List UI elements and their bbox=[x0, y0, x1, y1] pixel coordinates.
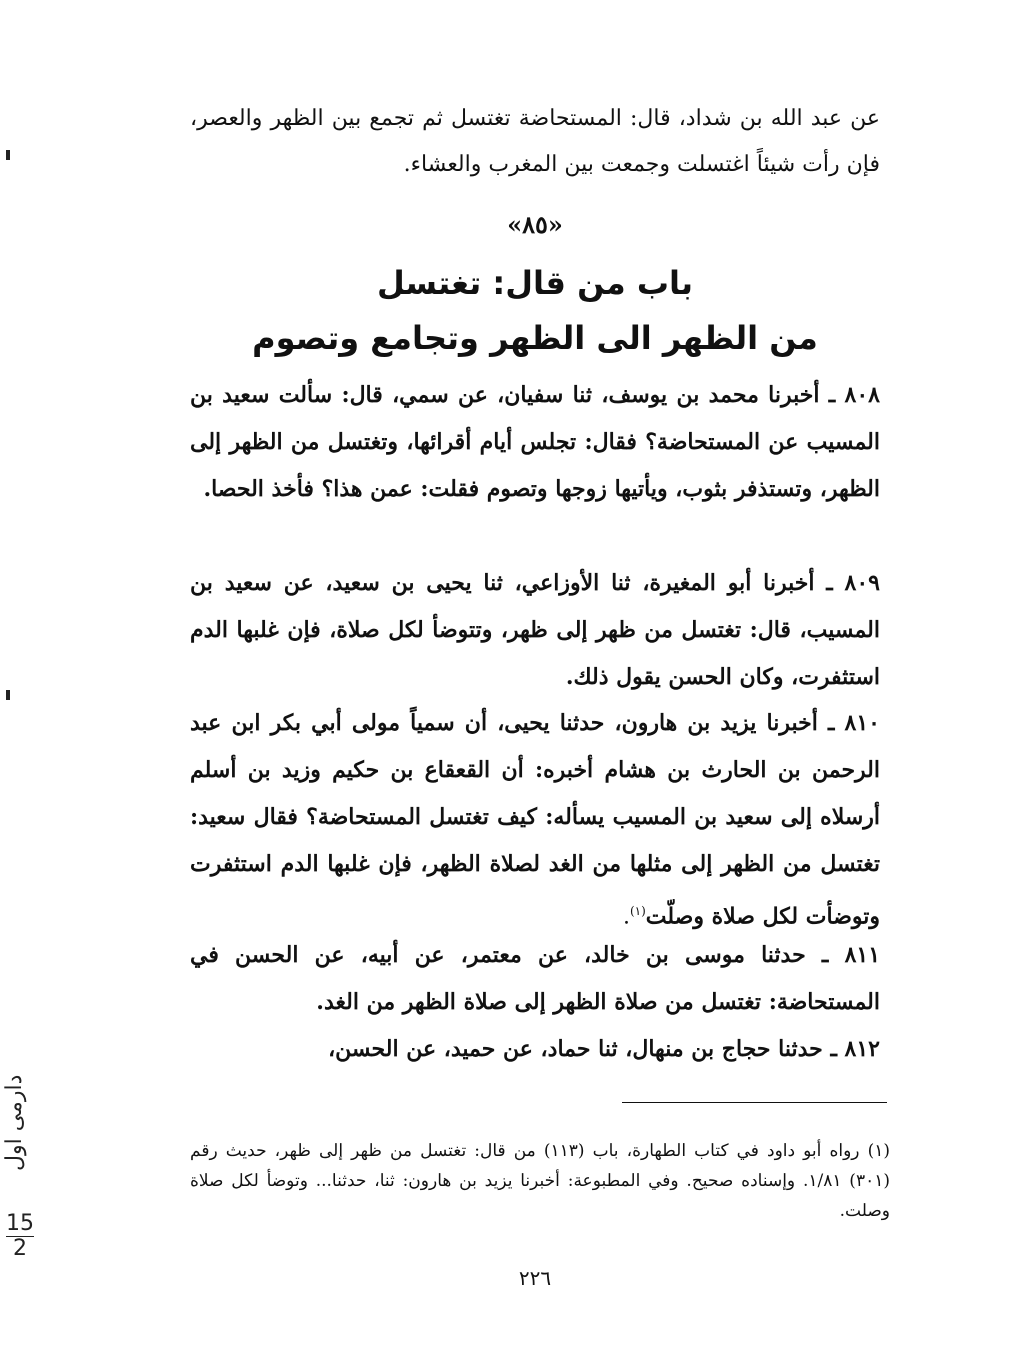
hadith-811 bbox=[190, 932, 880, 1026]
hadith-number: ٨١٠ ـ bbox=[827, 710, 880, 736]
hadith-number: ٨١٢ ـ bbox=[830, 1036, 880, 1062]
footnote-divider bbox=[622, 1102, 887, 1103]
hadith-tail: . bbox=[622, 904, 630, 930]
hadith-number: ٨٠٩ ـ bbox=[826, 570, 880, 596]
fraction-numerator: 15 bbox=[6, 1211, 34, 1236]
margin-tick-mark bbox=[6, 150, 10, 160]
footnote-reference: (١) bbox=[629, 904, 646, 918]
margin-tick-mark bbox=[6, 690, 10, 700]
chapter-title-line-1: باب من قال: تغتسل bbox=[376, 264, 693, 302]
page-number: ٢٢٦ bbox=[518, 1266, 552, 1290]
fraction-denominator: 2 bbox=[13, 1236, 27, 1261]
hadith-text: أخبرنا محمد بن يوسف، ثنا سفيان، عن سمي، قال: سألت سعيد بن المسيب عن المستحاضة؟ فقال: تجلس أيام أقرائها، وتغتسل من الظهر إلى الظهر، وتستذفر بثوب، ويأتيها زوجها وتصوم فقلت: عمن هذا؟ فأخذ الحصا. bbox=[190, 382, 880, 502]
hadith-809 bbox=[190, 560, 880, 701]
hadith-808 bbox=[190, 372, 880, 513]
footnote-text: (١) رواه أبو داود في كتاب الطهارة، باب (١١٣) من قال: تغتسل من ظهر إلى ظهر، حديث رقم (٣٠١) ١/٨١. وإسناده صحيح. وفي المطبوعة: أخبرنا يزيد بن هارون: ثنا، حدثنا... وتوضأ لكل صلاة وصلت. bbox=[190, 1141, 890, 1221]
margin-fraction bbox=[4, 1212, 36, 1261]
chapter-title-line-2: من الظهر الى الظهر وتجامع وتصوم bbox=[252, 319, 818, 357]
intro-paragraph bbox=[190, 96, 880, 188]
hadith-text: حدثنا موسى بن خالد، عن معتمر، عن أبيه، عن الحسن في المستحاضة: تغتسل من صلاة الظهر إلى صلاة الظهر من الغد. bbox=[190, 942, 880, 1015]
chapter-number: «٨٥» bbox=[507, 210, 563, 239]
intro-text: عن عبد الله بن شداد، قال: المستحاضة تغتسل ثم تجمع بين الظهر والعصر، فإن رأت شيئاً اغتسلت وجمعت بين المغرب والعشاء. bbox=[190, 106, 880, 177]
footnote bbox=[190, 1136, 890, 1226]
hadith-text: أخبرنا يزيد بن هارون، حدثنا يحيى، أن سمياً مولى أبي بكر ابن عبد الرحمن بن الحارث بن هشام أخبره: أن القعقاع بن حكيم وزيد بن أسلم أرسلاه إلى سعيد بن المسيب يسأله: كيف تغتسل المستحاضة؟ فقال سعيد: تغتسل من الظهر إلى مثلها من الغد لصلاة الظهر، فإن غلبها الدم استثفرت وتوضأت لكل صلاة وصلّت bbox=[190, 710, 880, 930]
hadith-810 bbox=[190, 700, 880, 940]
hadith-812 bbox=[190, 1026, 880, 1073]
margin-handwritten-note: دارمی اول bbox=[2, 1075, 27, 1172]
hadith-number: ٨٠٨ ـ bbox=[828, 382, 880, 408]
hadith-text: أخبرنا أبو المغيرة، ثنا الأوزاعي، ثنا يحيى بن سعيد، عن سعيد بن المسيب، قال: تغتسل من ظهر إلى ظهر، وتتوضأ لكل صلاة، فإن غلبها الدم استثفرت، وكان الحسن يقول ذلك. bbox=[190, 570, 880, 690]
hadith-text: حدثنا حجاج بن منهال، ثنا حماد، عن حميد، عن الحسن، bbox=[328, 1036, 831, 1062]
hadith-number: ٨١١ ـ bbox=[821, 942, 881, 968]
